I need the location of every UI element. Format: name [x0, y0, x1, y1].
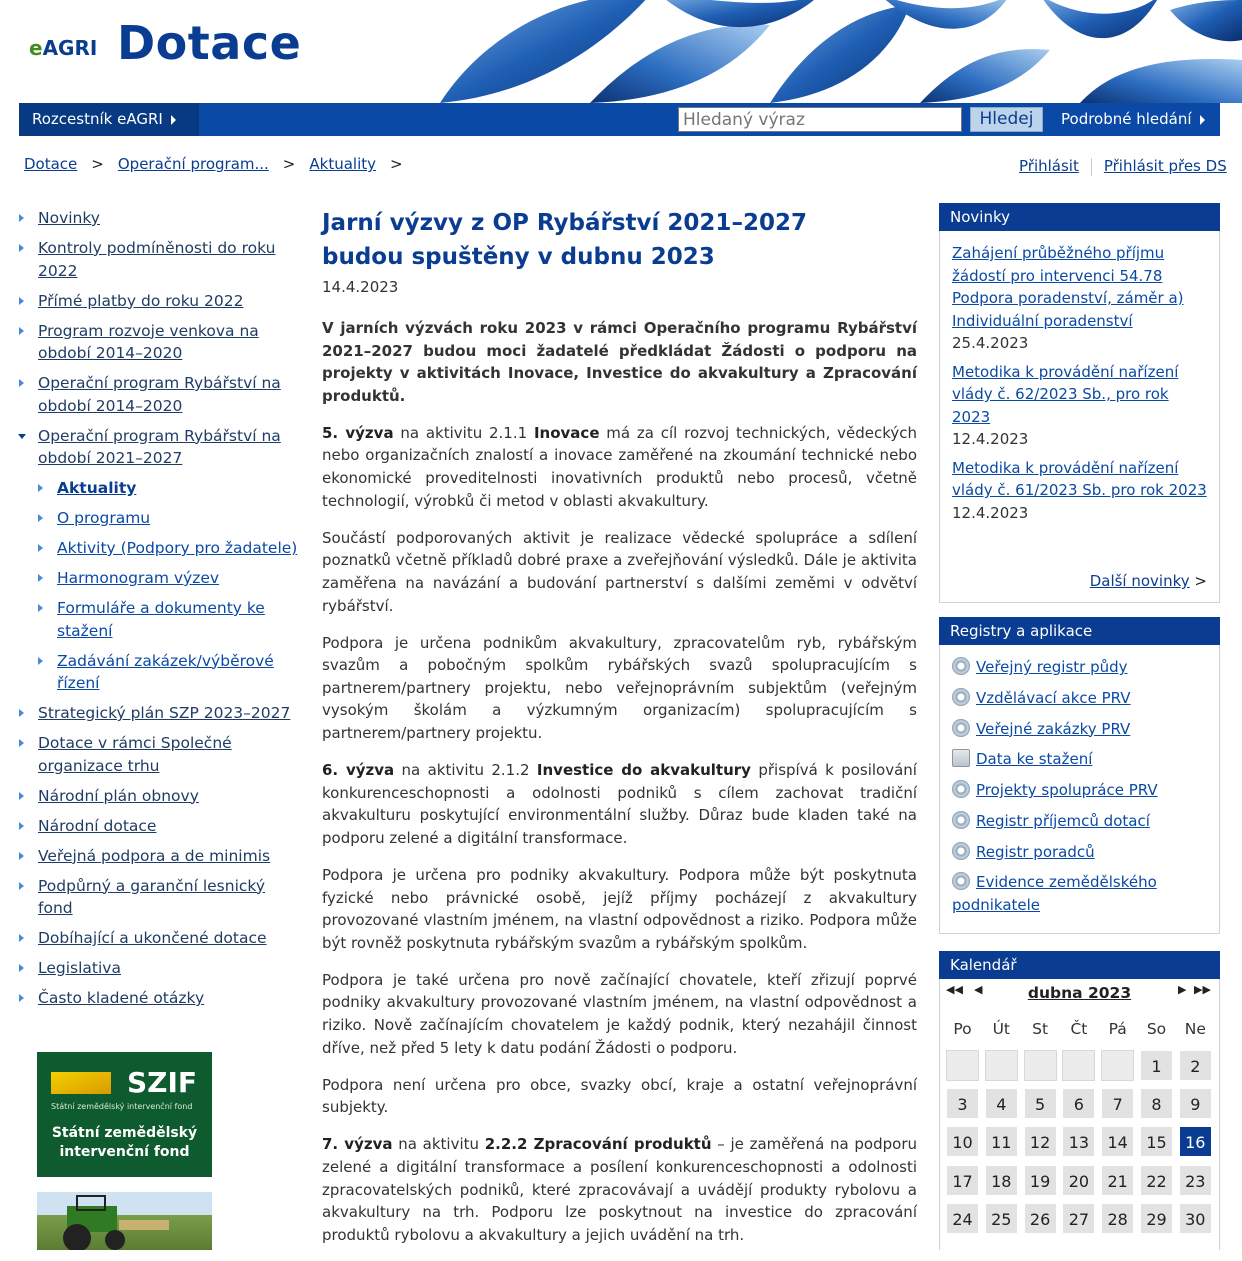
menu-item-label[interactable]: Přímé platby do roku 2022 — [38, 291, 244, 310]
szif-line2: intervenční fond — [59, 1144, 190, 1160]
menu-item-label[interactable]: Operační program Rybářství na období 2014–2020 — [38, 374, 281, 415]
header-banner-image — [440, 0, 1242, 103]
bullet-icon — [19, 822, 24, 830]
calendar-day[interactable]: 23 — [1179, 1165, 1212, 1196]
calendar-day[interactable]: 22 — [1140, 1165, 1173, 1196]
calendar-day[interactable]: 6 — [1062, 1088, 1095, 1119]
bullet-icon — [19, 709, 24, 717]
calendar-day[interactable]: 15 — [1140, 1126, 1173, 1157]
gear-icon — [952, 719, 970, 737]
menu-item-label[interactable]: Kontroly podmíněnosti do roku 2022 — [38, 239, 276, 280]
calendar-day[interactable]: 13 — [1062, 1126, 1095, 1157]
article-paragraph: 5. výzva na aktivitu 2.1.1 Inovace má za cíl rozvoj technických, vědeckých nebo organizačních znalostí a inovace zaměřené na zkoumání technické nebo ekonomické proveditelnosti inovativních produktů nebo procesů, včetně technologií, výrobků či metod v oblasti akvakultury. — [322, 423, 918, 510]
calendar-day[interactable]: 2 — [1179, 1050, 1212, 1081]
calendar-empty-cell — [1062, 1050, 1095, 1081]
eagri-logo[interactable]: eAGRI — [29, 36, 98, 60]
calendar-day[interactable]: 11 — [985, 1126, 1018, 1157]
menu-item-op-rybarstvi-2014[interactable] — [19, 372, 299, 417]
calendar-empty-cell — [1024, 1050, 1057, 1081]
submenu-item-aktivity[interactable] — [19, 537, 299, 560]
calendar-day[interactable]: 9 — [1179, 1088, 1212, 1119]
breadcrumb — [24, 155, 417, 173]
registry-link[interactable]: Projekty spolupráce PRV — [976, 781, 1158, 800]
menu-item-op-rybarstvi-2021[interactable] — [19, 425, 299, 470]
menu-item-label[interactable]: O programu — [57, 509, 151, 527]
site-title[interactable]: Dotace — [117, 16, 302, 70]
article-title-line2: budou spuštěny v dubnu 2023 — [322, 244, 715, 270]
menu-item-legislativa[interactable] — [19, 957, 299, 980]
weekday-header: Pá — [1108, 1020, 1127, 1038]
login-links — [1019, 157, 1227, 176]
bullet-icon — [38, 657, 43, 665]
registry-link[interactable]: Registr poradců — [976, 842, 1095, 861]
news-item-link[interactable]: Zahájení průběžného příjmu žádostí pro intervenci 54.78 Podpora poradenství, záměr a) Individuální poradenství — [952, 244, 1184, 330]
news-item-date: 12.4.2023 — [952, 430, 1029, 448]
calendar-day[interactable]: 28 — [1101, 1203, 1134, 1234]
bullet-icon — [19, 297, 24, 305]
calendar-heading: Kalendář — [939, 951, 1220, 979]
menu-item-pglf[interactable] — [19, 875, 299, 920]
header — [0, 0, 1242, 103]
calendar-box — [939, 951, 1220, 1250]
menu-item-label[interactable]: Podpůrný a garanční lesnický fond — [38, 876, 266, 917]
menu-item-narodni-dotace[interactable] — [19, 815, 299, 838]
registry-link[interactable]: Data ke stažení — [976, 750, 1093, 769]
registry-link[interactable]: Veřejný registr půdy — [976, 658, 1128, 676]
calendar-day[interactable]: 20 — [1062, 1165, 1095, 1196]
login-link[interactable]: Přihlásit — [1019, 157, 1079, 175]
gear-icon — [952, 811, 970, 829]
bullet-icon — [19, 792, 24, 800]
registry-item — [940, 810, 1219, 833]
menu-item-faq[interactable] — [19, 987, 299, 1010]
weekday-header: So — [1146, 1020, 1167, 1038]
calendar-day[interactable]: 21 — [1101, 1165, 1134, 1196]
calendar-day[interactable]: 29 — [1140, 1203, 1173, 1234]
bullet-icon — [19, 327, 24, 335]
calendar-day[interactable]: 3 — [946, 1088, 979, 1119]
menu-item-label[interactable]: Operační program Rybářství na období 2021–2027 — [38, 426, 281, 467]
news-item-date: 25.4.2023 — [952, 334, 1029, 352]
menu-item-strategicky-plan[interactable] — [19, 702, 299, 725]
registry-box — [939, 617, 1220, 934]
breadcrumb-aktuality[interactable]: Aktuality — [309, 155, 376, 173]
bullet-icon — [19, 882, 24, 890]
breadcrumb-separator: > — [390, 155, 403, 173]
article-paragraph: Podpora je určena podnikům akvakultury, zpracovatelům ryb, rybářským svazům a pobočným spolkům rybářských svazů spolupracujícím s partnerem/partnery projektu, nebo veřejnoprávním subjektům (veřejným vysokým školám a výzkumným organizacím) spolupracujícím s partnerem/partnery projektu. — [322, 633, 917, 742]
weekday-header: Po — [953, 1020, 972, 1038]
bullet-icon — [19, 739, 24, 747]
bullet-icon — [19, 214, 24, 222]
calendar-day[interactable]: 16 — [1179, 1126, 1212, 1157]
bullet-icon — [38, 484, 43, 492]
weekday-header: Čt — [1070, 1020, 1088, 1038]
calendar-day[interactable]: 24 — [946, 1203, 979, 1234]
menu-item-label[interactable]: Novinky — [38, 209, 100, 227]
article-paragraph: 6. výzva na aktivitu 2.1.2 Investice do akvakultury přispívá k posilování konkurenceschopnosti a odolnosti podniků s cílem zachovat tradiční akvakulturu poskytující environmentální služby. Důraz bude kladen také na podporu zelené a digitální transformace. — [322, 761, 917, 847]
menu-item-prv[interactable] — [19, 320, 299, 365]
article-title-line1: Jarní výzvy z OP Rybářství 2021–2027 — [322, 210, 807, 236]
menu-item-prime-platby[interactable] — [19, 290, 299, 313]
registry-link[interactable]: Registr příjemců dotací — [976, 811, 1150, 830]
registry-heading: Registry a aplikace — [939, 617, 1220, 645]
news-item-link[interactable]: Metodika k provádění nařízení vlády č. 61/2023 Sb. pro rok 2023 — [952, 458, 1207, 499]
rozcestnik-eagri-link[interactable] — [19, 103, 199, 136]
calendar-day[interactable]: 25 — [985, 1203, 1018, 1234]
calendar-day[interactable]: 19 — [1024, 1165, 1057, 1196]
calendar-day[interactable]: 1 — [1140, 1050, 1173, 1081]
registry-item — [940, 871, 1219, 916]
weekday-header: Ne — [1184, 1020, 1206, 1038]
registry-item — [940, 841, 1219, 864]
news-heading: Novinky — [939, 203, 1220, 231]
news-item — [940, 457, 1219, 525]
menu-item-label[interactable]: Strategický plán SZP 2023–2027 — [38, 704, 291, 722]
bullet-icon — [19, 852, 24, 860]
gear-icon — [952, 688, 970, 706]
menu-item-verejna-podpora[interactable] — [19, 845, 299, 868]
next-year-icon[interactable]: ▶▶ — [1194, 983, 1211, 996]
calendar-day[interactable]: 4 — [985, 1088, 1018, 1119]
login-ds-link[interactable]: Přihlásit přes DS — [1103, 157, 1227, 175]
calendar-day[interactable]: 12 — [1024, 1126, 1057, 1157]
article-paragraph: Podpora není určena pro obce, svazky obcí, kraje a ostatní veřejnoprávní subjekty. — [322, 1075, 917, 1117]
submenu-item-harmonogram[interactable] — [19, 567, 299, 590]
menu-item-label[interactable]: Často kladené otázky — [38, 989, 205, 1007]
calendar-day[interactable]: 26 — [1024, 1203, 1057, 1234]
article-paragraph: Součástí podporovaných aktivit je realizace vědecké spolupráce a sdílení poznatků včetně příkladů dobré praxe a zveřejňování výsledků. Dále je aktivita zaměřena na navázání a budování partnerství s dalšími zeměmi v odvětví rybářství. — [322, 528, 917, 615]
menu-item-label[interactable]: Zadávání zakázek/výběrové řízení — [57, 651, 274, 692]
search-input[interactable] — [678, 107, 962, 132]
menu-item-label[interactable]: Harmonogram výzev — [57, 569, 220, 587]
calendar-empty-cell — [1101, 1050, 1134, 1081]
article-paragraph: Podpora je určena pro podniky akvakultury. Podpora může být poskytnuta fyzické nebo právnické osobě, jejíž příjmy pocházejí z akvakultury provozované vlastním jménem, na vlastní odpovědnost a riziko. Podpora může být rovněž poskytnuta rybářským svazům a rybářským spolkům. — [322, 865, 917, 952]
article-lead: V jarních výzvách roku 2023 v rámci Operačního programu Rybářství 2021–2027 budou moci žadatelé předkládat Žádosti o podporu na projekty v aktivitách Inovace, Investice do akvakultury a Zpracování produktů. — [322, 319, 917, 405]
weekday-header: Út — [992, 1020, 1011, 1038]
chevron-right-icon — [1200, 115, 1205, 125]
registry-item — [940, 656, 1219, 679]
menu-item-label[interactable]: Národní plán obnovy — [38, 786, 199, 805]
weekday-header: St — [1032, 1020, 1049, 1038]
calendar-nav — [940, 979, 1219, 1009]
calendar-day[interactable]: 30 — [1179, 1203, 1212, 1234]
news-item-link[interactable]: Metodika k provádění nařízení vlády č. 62/2023 Sb., pro rok 2023 — [952, 362, 1179, 426]
news-item-date: 12.4.2023 — [952, 503, 1029, 522]
search-button[interactable]: Hledej — [970, 107, 1043, 132]
gear-icon — [952, 872, 970, 890]
registry-item — [940, 748, 1219, 771]
submenu-item-o-programu[interactable] — [19, 507, 299, 530]
prev-month-icon[interactable]: ◀ — [974, 983, 983, 996]
szif-line1: Státní zemědělský — [51, 1125, 198, 1141]
bullet-icon — [38, 544, 43, 552]
menu-item-label[interactable]: Dotace v rámci Společné organizace trhu — [38, 734, 232, 775]
calendar-day[interactable]: 5 — [1024, 1088, 1057, 1119]
calendar-day[interactable]: 18 — [985, 1165, 1018, 1196]
szif-small-text: Státní zemědělský intervenční fond — [51, 1102, 193, 1111]
article-paragraph: 7. výzva na aktivitu 2.2.2 Zpracování produktů – je zaměřená na podporu zelené a digitální transformace a posílení konkurenceschopnosti a odolnosti zpracovatelských podniků, které zpracovávají a uvádějí produkty rybolovu a akvakultury na trh. Podporu lze poskytnout na investice do zpracování produktů rybolovu a akvakultury a jejich uvádění na trh. — [322, 1135, 917, 1244]
news-box — [939, 203, 1220, 603]
szif-full-name — [37, 1124, 212, 1162]
bullet-icon — [38, 514, 43, 522]
menu-item-label[interactable]: Legislativa — [38, 959, 121, 977]
gear-icon — [952, 842, 970, 860]
chevron-down-icon — [18, 434, 26, 439]
menu-item-label[interactable]: Veřejná podpora a de minimis — [38, 846, 271, 865]
tractor-banner-image[interactable] — [37, 1192, 212, 1250]
menu-item-label[interactable]: Formuláře a dokumenty ke stažení — [57, 599, 265, 640]
menu-item-novinky[interactable] — [19, 207, 299, 230]
bullet-icon — [38, 574, 43, 582]
article-date: 14.4.2023 — [322, 278, 399, 296]
breadcrumb-dotace[interactable]: Dotace — [24, 155, 78, 173]
registry-link[interactable]: Veřejné zakázky PRV — [976, 719, 1131, 738]
more-news-arrow: > — [1194, 572, 1207, 590]
document-icon — [952, 749, 970, 767]
calendar-day[interactable]: 10 — [946, 1126, 979, 1157]
bullet-icon — [38, 604, 43, 612]
news-item — [940, 242, 1219, 355]
breadcrumb-operacni-program[interactable]: Operační program... — [117, 155, 269, 173]
registry-item — [940, 779, 1219, 802]
bullet-icon — [19, 244, 24, 252]
submenu-item-zadavani[interactable] — [19, 650, 299, 695]
wheat-field-graphic — [51, 1072, 111, 1094]
registry-item — [940, 687, 1219, 710]
top-toolbar — [19, 103, 1220, 136]
article — [322, 206, 917, 1261]
advanced-search-link[interactable] — [1061, 103, 1205, 136]
szif-name: SZIF — [127, 1066, 198, 1099]
divider — [1091, 158, 1092, 176]
chevron-right-icon — [171, 115, 176, 125]
breadcrumb-separator: > — [91, 155, 104, 173]
bullet-icon — [19, 964, 24, 972]
bullet-icon — [19, 934, 24, 942]
more-news-link[interactable]: Další novinky — [1089, 572, 1190, 590]
calendar-day[interactable]: 14 — [1101, 1126, 1134, 1157]
breadcrumb-separator: > — [282, 155, 296, 173]
menu-item-label[interactable]: Dobíhající a ukončené dotace — [38, 929, 267, 947]
gear-icon — [952, 780, 970, 798]
menu-item-label[interactable]: Národní dotace — [38, 816, 157, 835]
calendar-day[interactable]: 8 — [1140, 1088, 1173, 1119]
gear-icon — [952, 657, 970, 675]
calendar-day[interactable]: 17 — [946, 1165, 979, 1196]
menu-item-label[interactable]: Program rozvoje venkova na období 2014–2020 — [38, 321, 259, 362]
bullet-icon — [19, 994, 24, 1002]
submenu-item-aktuality[interactable] — [19, 477, 299, 500]
registry-link[interactable]: Vzdělávací akce PRV — [976, 688, 1131, 707]
calendar-month[interactable]: dubna 2023 — [1027, 984, 1132, 1002]
registry-item — [940, 718, 1219, 741]
calendar-day[interactable]: 7 — [1101, 1088, 1134, 1119]
article-title — [322, 206, 917, 274]
left-navigation — [19, 207, 299, 1017]
szif-banner[interactable] — [37, 1052, 212, 1177]
menu-item-label[interactable]: Aktivity (Podpory pro žadatele) — [57, 539, 298, 557]
next-month-icon[interactable]: ▶ — [1178, 983, 1187, 996]
article-paragraph: Podpora je také určena pro nově začínající chovatele, kteří zřizují poprvé podniky akvakultury provozované vlastním jménem, na vlastní odpovědnost a riziko. Nově začínajícím chovatelem je každý podnik, který nezahájil činnost dříve, než před 5 lety k datu podání Žádosti o podporu. — [322, 970, 917, 1057]
menu-item-npo[interactable] — [19, 785, 299, 808]
menu-item-dobihajici[interactable] — [19, 927, 299, 950]
calendar-empty-cell — [985, 1050, 1018, 1081]
bullet-icon — [19, 379, 24, 387]
advanced-search-label: Podrobné hledání — [1061, 110, 1192, 128]
rozcestnik-label: Rozcestník eAGRI — [32, 110, 163, 128]
calendar-day[interactable]: 27 — [1062, 1203, 1095, 1234]
calendar-empty-cell — [946, 1050, 979, 1081]
news-item — [940, 361, 1219, 451]
menu-item-sot[interactable] — [19, 732, 299, 777]
menu-item-label[interactable]: Aktuality — [57, 479, 137, 497]
menu-item-kontroly[interactable] — [19, 237, 299, 282]
registry-link[interactable]: Evidence zemědělského podnikatele — [952, 873, 1157, 915]
submenu-item-formulare[interactable] — [19, 597, 299, 642]
more-news — [1090, 572, 1207, 590]
prev-year-icon[interactable]: ◀◀ — [946, 983, 963, 996]
